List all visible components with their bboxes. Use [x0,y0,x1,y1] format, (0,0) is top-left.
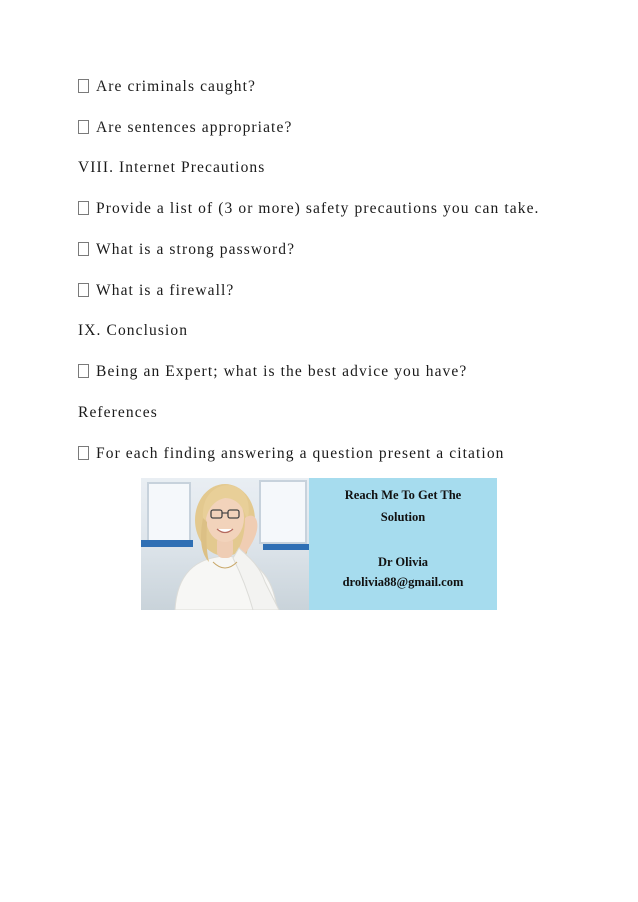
contact-email[interactable]: drolivia88@gmail.com [342,575,464,589]
bullet-item [78,444,505,464]
woman-illustration-icon [141,478,309,610]
bullet-item [78,281,234,301]
tutor-photo [141,478,309,610]
bullet-box-icon [78,79,89,93]
banner-headline-2: Solution [380,510,426,524]
bullet-item [78,77,256,97]
bullet-box-icon [78,120,89,134]
section-heading-text: VIII. Internet Precautions [78,159,266,176]
bullet-box-icon [78,446,89,460]
section-heading [78,158,265,178]
contact-banner [141,478,497,610]
section-heading-text: References [78,404,158,421]
bullet-item [78,118,292,138]
section-heading-text: IX. Conclusion [78,322,189,339]
bullet-text: What is a strong password? [96,241,296,258]
bullet-item [78,240,295,260]
contact-name: Dr Olivia [377,555,429,569]
bullet-box-icon [78,283,89,297]
banner-headline: Reach Me To Get The [344,488,462,502]
bullet-box-icon [78,364,89,378]
bullet-text: Are criminals caught? [96,78,256,95]
bullet-text: Provide a list of (3 or more) safety precautions you can take. [96,200,540,217]
bullet-box-icon [78,242,89,256]
section-heading [78,321,188,341]
bullet-text: Being an Expert; what is the best advice you have? [96,363,468,380]
bullet-text: For each finding answering a question present a citation [96,445,505,462]
bullet-box-icon [78,201,89,215]
bullet-text: Are sentences appropriate? [96,119,293,136]
section-heading [78,403,158,423]
bullet-item [78,199,540,219]
contact-panel [309,478,497,610]
bullet-text: What is a firewall? [96,282,235,299]
bullet-item [78,362,467,382]
